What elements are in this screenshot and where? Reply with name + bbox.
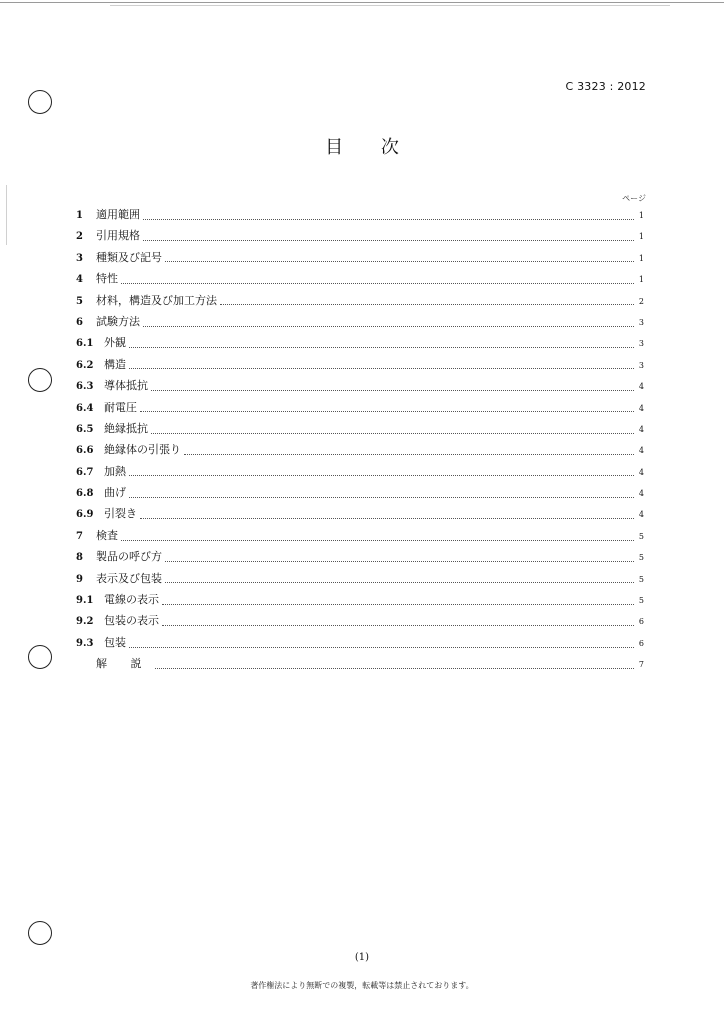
scan-margin-mark — [6, 185, 7, 245]
toc-entry-label: 特性 — [96, 272, 118, 286]
table-of-contents — [76, 206, 644, 677]
toc-entry-page: 5 — [638, 531, 644, 541]
toc-entry-label: 絶縁体の引張り — [104, 443, 181, 457]
toc-leader-dots — [129, 346, 634, 348]
toc-entry — [76, 527, 644, 548]
toc-entry — [76, 249, 644, 270]
toc-entry-number: 8 — [76, 552, 83, 564]
toc-entry-label: 構造 — [104, 357, 126, 371]
toc-leader-dots — [143, 239, 634, 241]
toc-leader-dots — [220, 303, 634, 305]
toc-entry-number: 6.7 — [76, 466, 94, 478]
toc-entry-label: 包装の表示 — [104, 614, 159, 628]
toc-entry-number: 6.2 — [76, 359, 94, 371]
punch-hole-2 — [28, 368, 52, 392]
toc-entry-label: 外観 — [104, 336, 126, 350]
toc-entry — [76, 292, 644, 313]
toc-entry-page: 5 — [638, 596, 644, 606]
toc-leader-dots — [129, 367, 634, 369]
toc-entry-label: 引裂き — [104, 507, 137, 521]
toc-leader-dots — [162, 624, 634, 626]
toc-entry-page: 5 — [638, 574, 644, 584]
toc-entry-page: 1 — [638, 275, 644, 285]
toc-leader-dots — [165, 260, 634, 262]
toc-entry — [76, 399, 644, 420]
toc-entry-label: 耐電圧 — [104, 400, 137, 414]
toc-entry — [76, 356, 644, 377]
toc-leader-dots — [129, 646, 634, 648]
toc-leader-dots — [143, 218, 634, 220]
punch-hole-1 — [28, 90, 52, 114]
toc-entry-number: 9.2 — [76, 616, 94, 628]
toc-entry — [76, 227, 644, 248]
toc-entry-page: 1 — [638, 253, 644, 263]
page-folio: (1) — [354, 952, 370, 963]
toc-leader-dots — [184, 453, 634, 455]
punch-hole-3 — [28, 645, 52, 669]
toc-entry-page: 4 — [638, 467, 644, 477]
toc-entry-label: 導体抵抗 — [104, 379, 148, 393]
toc-entry-number: 6.1 — [76, 338, 94, 350]
toc-entry-label: 適用範囲 — [96, 208, 140, 221]
toc-entry-label: 検査 — [96, 528, 118, 542]
toc-entry-number: 4 — [76, 274, 83, 286]
toc-entry-label: 製品の呼び方 — [96, 550, 162, 564]
toc-entry-page: 4 — [638, 446, 644, 456]
toc-entry — [76, 612, 644, 633]
toc-entry-label: 材料，構造及び加工方法 — [96, 293, 217, 307]
toc-entry-number: 9.3 — [76, 637, 94, 649]
toc-leader-dots — [162, 603, 634, 605]
punch-hole-4 — [28, 921, 52, 945]
toc-leader-dots — [143, 325, 634, 327]
toc-entry-number: 6.3 — [76, 381, 94, 393]
page-column-label: ページ — [622, 194, 646, 203]
toc-entry-page: 4 — [638, 510, 644, 520]
toc-entry — [76, 206, 644, 227]
toc-leader-dots — [121, 539, 634, 541]
toc-leader-dots — [140, 517, 634, 519]
toc-entry — [76, 441, 644, 462]
toc-entry-page: 4 — [638, 403, 644, 413]
toc-leader-dots — [140, 410, 634, 412]
toc-entry-label: 絶縁抵抗 — [104, 421, 148, 435]
toc-entry — [76, 484, 644, 505]
toc-entry-number: 6.5 — [76, 423, 94, 435]
toc-entry — [76, 313, 644, 334]
toc-entry-page: 4 — [638, 382, 644, 392]
toc-leader-dots — [165, 560, 634, 562]
toc-entry — [76, 548, 644, 569]
toc-leader-dots — [165, 581, 634, 583]
toc-entry-number: 6.6 — [76, 445, 94, 457]
scan-top-edge-secondary — [110, 5, 670, 6]
toc-entry-label: 表示及び包装 — [96, 571, 162, 585]
toc-entry-page: 3 — [638, 339, 644, 349]
toc-entry-page: 3 — [638, 360, 644, 370]
toc-entry-label: 試験方法 — [96, 314, 140, 328]
toc-entry-number: 2 — [76, 231, 83, 243]
toc-leader-dots — [121, 282, 634, 284]
toc-entry-number: 9 — [76, 573, 83, 585]
toc-entry-page: 4 — [638, 424, 644, 434]
toc-entry-page: 2 — [638, 296, 644, 306]
toc-entry-page: 6 — [638, 638, 644, 648]
toc-entry-label: 種類及び記号 — [96, 250, 162, 264]
toc-entry-number: 5 — [76, 295, 83, 307]
toc-entry-label: 包装 — [104, 635, 126, 649]
toc-entry-number: 7 — [76, 530, 83, 542]
toc-entry-page: 7 — [638, 660, 644, 670]
toc-entry — [76, 505, 644, 526]
toc-entry-label: 加熱 — [104, 464, 126, 478]
toc-entry — [76, 270, 644, 291]
toc-entry-number: 6.4 — [76, 402, 94, 414]
toc-entry-page: 1 — [638, 211, 644, 220]
standard-number: C 3323 : 2012 — [565, 80, 646, 93]
toc-entry — [76, 634, 644, 655]
toc-entry-label: 曲げ — [104, 486, 126, 500]
toc-entry-number: 6 — [76, 316, 83, 328]
toc-entry-number: 3 — [76, 252, 83, 264]
toc-entry-number: 1 — [76, 210, 83, 221]
toc-entry — [76, 655, 644, 676]
page-title: 目 次 — [325, 137, 415, 158]
scan-top-edge — [0, 2, 724, 3]
toc-entry — [76, 334, 644, 355]
toc-entry-page: 1 — [638, 232, 644, 242]
toc-leader-dots — [129, 496, 634, 498]
toc-entry — [76, 570, 644, 591]
toc-leader-dots — [151, 432, 634, 434]
toc-entry-label: 引用規格 — [96, 229, 140, 243]
toc-entry-page: 4 — [638, 489, 644, 499]
toc-leader-dots — [151, 389, 634, 391]
toc-leader-dots — [129, 474, 634, 476]
toc-entry-page: 6 — [638, 617, 644, 627]
toc-entry — [76, 420, 644, 441]
toc-entry-label: 電線の表示 — [104, 593, 159, 607]
toc-leader-dots — [155, 667, 635, 669]
toc-entry-number: 6.8 — [76, 488, 94, 500]
copyright-notice: 著作権法により無断での複製，転載等は禁止されております。 — [250, 981, 474, 990]
toc-entry — [76, 463, 644, 484]
toc-entry — [76, 591, 644, 612]
toc-entry-page: 5 — [638, 553, 644, 563]
toc-entry-page: 3 — [638, 317, 644, 327]
toc-entry-label: 解 説 — [96, 657, 152, 671]
toc-entry — [76, 377, 644, 398]
toc-entry-number: 9.1 — [76, 595, 94, 607]
toc-entry-number: 6.9 — [76, 509, 94, 521]
